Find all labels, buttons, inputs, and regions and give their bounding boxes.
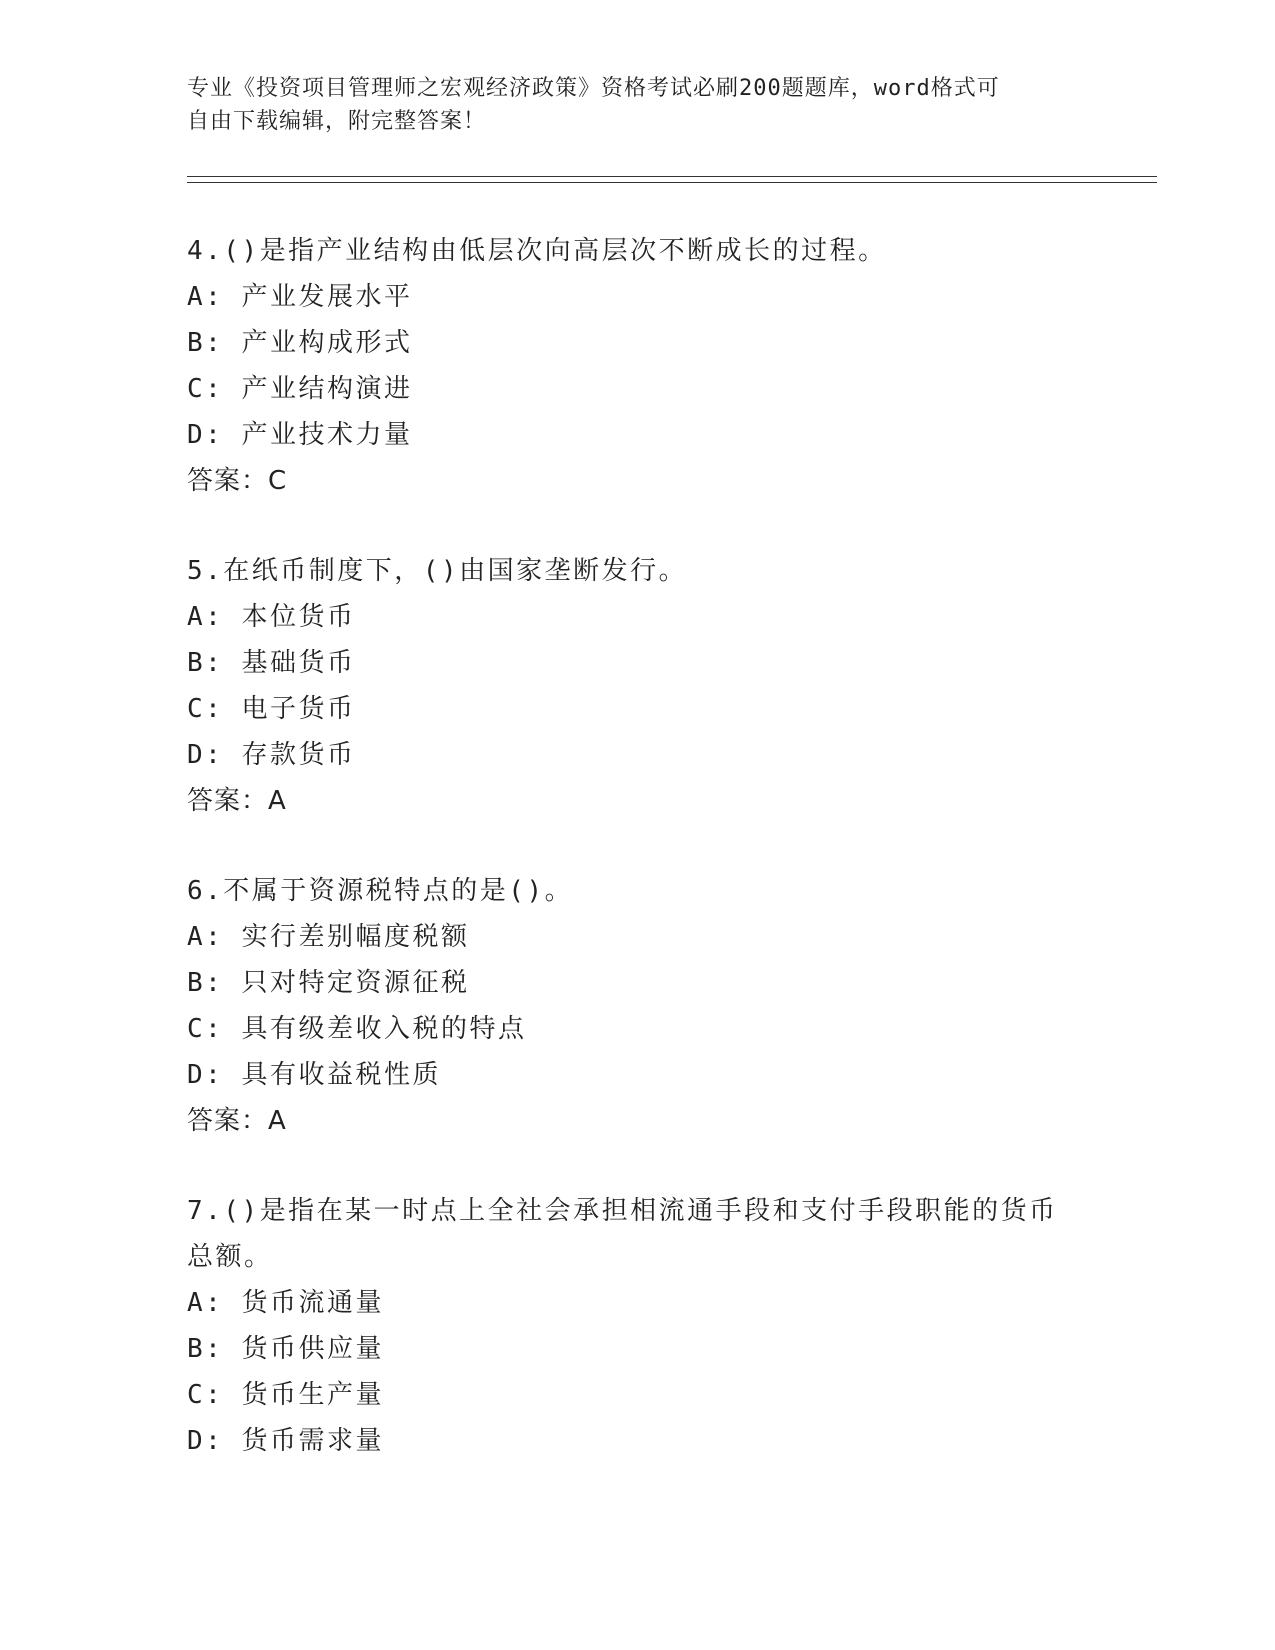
- option-b: B: 货币供应量: [187, 1334, 384, 1364]
- option-b: B: 基础货币: [187, 648, 356, 678]
- document-header: [187, 72, 1067, 138]
- option-c: C: 电子货币: [187, 694, 356, 724]
- header-divider-bottom: [187, 182, 1157, 183]
- question-stem: 6.不属于资源税特点的是()。: [187, 876, 574, 906]
- question-stem-line-2: 总额。: [187, 1242, 273, 1272]
- answer: 答案：C: [187, 466, 288, 496]
- option-a: A: 货币流通量: [187, 1288, 384, 1318]
- header-divider-top: [187, 176, 1157, 177]
- question-6: [187, 868, 1087, 1144]
- option-a: A: 实行差别幅度税额: [187, 922, 470, 952]
- option-d: D: 存款货币: [187, 740, 356, 770]
- question-7: [187, 1188, 1087, 1464]
- header-line-1: 专业《投资项目管理师之宏观经济政策》资格考试必刷200题题库，word格式可: [187, 76, 1000, 101]
- option-d: D: 货币需求量: [187, 1426, 384, 1456]
- question-stem-line-1: 7.()是指在某一时点上全社会承担相流通手段和支付手段职能的货币: [187, 1196, 1058, 1226]
- option-d: D: 具有收益税性质: [187, 1060, 441, 1090]
- option-b: B: 只对特定资源征税: [187, 968, 470, 998]
- option-a: A: 产业发展水平: [187, 282, 413, 312]
- question-stem: 5.在纸币制度下，()由国家垄断发行。: [187, 556, 688, 586]
- question-5: [187, 548, 1087, 824]
- option-c: C: 具有级差收入税的特点: [187, 1014, 527, 1044]
- question-4: [187, 228, 1087, 504]
- option-b: B: 产业构成形式: [187, 328, 413, 358]
- header-line-2: 自由下载编辑，附完整答案！: [187, 109, 487, 134]
- option-a: A: 本位货币: [187, 602, 356, 632]
- option-d: D: 产业技术力量: [187, 420, 413, 450]
- option-c: C: 产业结构演进: [187, 374, 413, 404]
- answer: 答案：A: [187, 1106, 287, 1136]
- answer: 答案：A: [187, 786, 287, 816]
- question-stem: 4.()是指产业结构由低层次向高层次不断成长的过程。: [187, 236, 887, 266]
- option-c: C: 货币生产量: [187, 1380, 384, 1410]
